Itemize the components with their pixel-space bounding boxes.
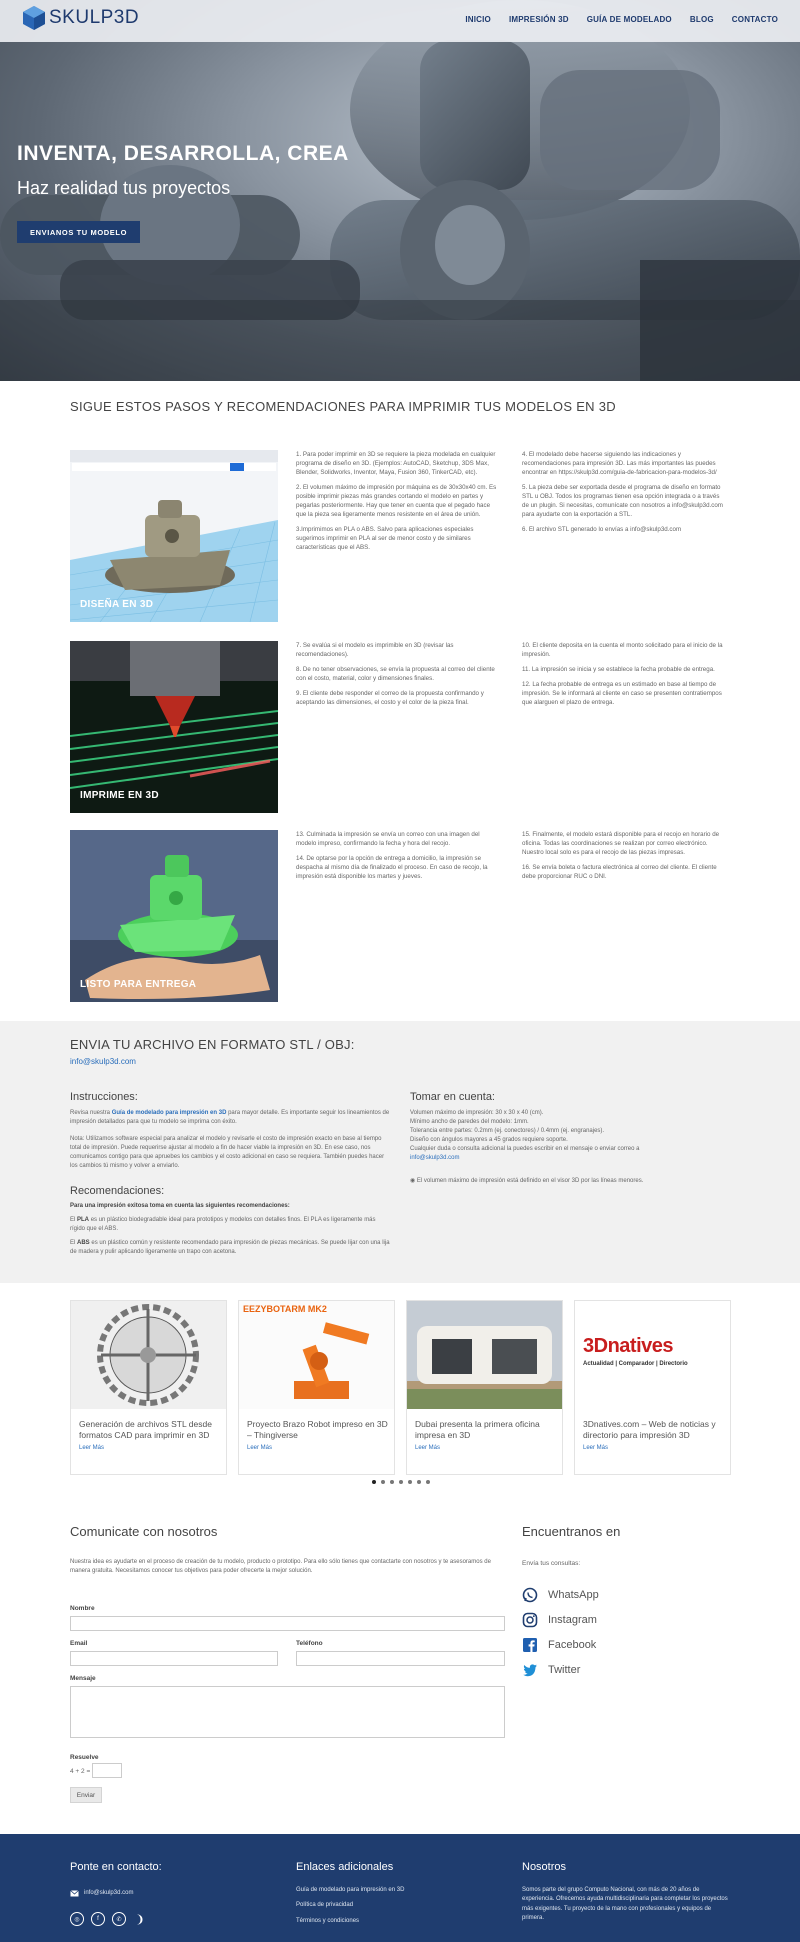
twitter-icon <box>522 1662 538 1678</box>
instagram-label: Instagram <box>548 1614 597 1626</box>
nav-item-inicio[interactable]: INICIO <box>465 15 491 24</box>
phone-label: Teléfono <box>296 1640 323 1647</box>
hero-subtitle: Haz realidad tus proyectos <box>17 178 231 198</box>
instructions-note: Nota: Utilizamos software especial para analizar el modelo y revisarle el costo de impresión exacto en base al tiempo total de impresión. Puede requerirse ajustar al modelo a fin de hacer viable la impresión en 3D. En ese caso, nos comunicamos contigo para que apruebes los cambios y el costo adicional en caso se requiera. También puedes hacer los cambios tú mismo y volver a enviarlo. <box>70 1136 385 1169</box>
whatsapp-label: WhatsApp <box>548 1589 599 1601</box>
nav-item-guia-modelado[interactable]: GUÍA DE MODELADO <box>586 15 672 24</box>
volume-note <box>410 1177 700 1186</box>
footer-link-terms[interactable]: Términos y condiciones <box>296 1917 360 1924</box>
whatsapp-icon <box>522 1587 538 1603</box>
step-1-text: 1. Para poder imprimir en 3D se requiere la pieza modelada en cualquier programa de diseño en 3D. (Ejemplos: AutoCAD, Sketchup, 3DS Max, Blender, Solidworks, Inventor, Maya, Fusion 360, TinkerCAD, etc). <box>296 451 496 476</box>
footer-contact-title: Ponte en contacto: <box>70 1861 162 1873</box>
eezybotarm-title: EEZYBOTARM MK2 <box>243 1304 327 1314</box>
site-logo[interactable] <box>22 5 139 31</box>
instructions-heading: Instrucciones: <box>70 1091 138 1103</box>
instructions-pre: Revisa nuestra <box>70 1110 111 1116</box>
step-5-text: 5. La pieza debe ser exportada desde el programa de diseño en formato STL u OBJ. Todos los programas tienen esa opción integrada o a través de un plugin. Si necesitas, comunícate con nosotros a info@skulp3d.com para ayudarte con la exportación a STL. <box>522 483 723 518</box>
step-10-text: 10. El cliente deposita en la cuenta el monto solicitado para el inicio de la impresión. <box>522 642 723 658</box>
blog-card-3[interactable] <box>406 1300 563 1475</box>
blog-card-1-image <box>71 1301 226 1409</box>
blog-card-1-title[interactable]: Generación de archivos STL desde formatos CAD para imprimir en 3D <box>79 1419 212 1441</box>
step-4-text: 4. El modelado debe hacerse siguiendo las indicaciones y recomendaciones para impresión 3D. Las más importantes las puedes encontrar en https://skulp3d.com/guia-de-fabricacion-para-modelos-3d/ <box>522 451 717 476</box>
site-footer <box>0 1834 800 1942</box>
take-email-link[interactable]: info@skulp3d.com <box>410 1155 460 1161</box>
message-label: Mensaje <box>70 1675 96 1682</box>
step-14-text: 14. De optarse por la opción de entrega a domicilio, la impresión se despacha al mismo día de finalizado el proceso. En caso de recojo, la impresión está disponible los martes y jueves. <box>296 854 488 880</box>
pla-pre: El <box>70 1217 76 1223</box>
recommendation-abs <box>70 1239 390 1257</box>
carousel-dot-7[interactable] <box>426 1480 430 1484</box>
stl-section-title: ENVIA TU ARCHIVO EN FORMATO STL / OBJ: <box>70 1037 355 1052</box>
step-16-text: 16. Se envía boleta o factura electrónica al correo del cliente. El cliente debe proporcionar RUC o DNI. <box>522 863 717 880</box>
3dnatives-tagline: Actualidad | Comparador | Directorio <box>583 1361 688 1367</box>
modeling-guide-link[interactable]: Guía de modelado para impresión en 3D <box>111 1110 227 1116</box>
find-us-subtitle: Envía tus consultas: <box>522 1560 581 1567</box>
email-label: Email <box>70 1640 88 1647</box>
hero-banner <box>0 0 800 381</box>
blog-card-4-image <box>575 1301 730 1409</box>
carousel-dot-6[interactable] <box>417 1480 421 1484</box>
blog-card-3-title[interactable]: Dubai presenta la primera oficina impresa en 3D <box>415 1419 540 1441</box>
blog-card-3-read-more[interactable]: Leer Más <box>415 1445 441 1451</box>
gear-illustration <box>71 1301 226 1409</box>
hero-title: INVENTA, DESARROLLA, CREA <box>17 142 349 165</box>
blog-card-2-image <box>239 1301 394 1409</box>
globe-icon: ◉ <box>410 1178 416 1184</box>
facebook-icon <box>522 1637 538 1653</box>
captcha-input[interactable] <box>92 1763 122 1778</box>
volume-note-text: El volumen máximo de impresión está definido en el visor 3D por las líneas menores. <box>416 1178 644 1184</box>
footer-link-modeling-guide[interactable]: Guía de modelado para impresión en 3D <box>296 1887 405 1893</box>
step-print-text-left <box>296 642 501 714</box>
recommendations-heading: Recomendaciones: <box>70 1185 165 1197</box>
captcha-label: Resuelve <box>70 1754 99 1761</box>
step-11-text: 11. La impresión se inicia y se establece la fecha probable de entrega. <box>522 665 715 673</box>
nav-item-impresion-3d[interactable]: IMPRESIÓN 3D <box>508 15 569 24</box>
footer-about-text: Somos parte del grupo Computo Nacional, con más de 20 años de experiencia. Ofrecemos ayuda multidisciplinaria para completar los proyectos más exigentes. Tu proyecto de la mano con profesionales y equipos de primera. <box>522 1887 728 1921</box>
pla-term: PLA <box>77 1217 90 1223</box>
nav-item-contacto[interactable]: CONTACTO <box>731 15 778 24</box>
step-design-text-left <box>296 451 501 559</box>
blog-card-4-title[interactable]: 3Dnatives.com – Web de noticias y directorio para impresión 3D <box>583 1419 716 1441</box>
pla-text: es un plástico biodegradable ideal para prototipos y modelos con detalles finos. El PLA es ligeramente más rígido que el ABS. <box>70 1217 376 1232</box>
stl-email-link[interactable]: info@skulp3d.com <box>70 1057 136 1066</box>
instructions-post: para mayor detalle. Es importante seguir los lineamientos de impresión detallados para que tu modelo se imprima con éxito. <box>70 1110 390 1125</box>
robot-arm-illustration <box>239 1301 394 1409</box>
blog-card-4[interactable] <box>574 1300 731 1475</box>
message-textarea[interactable] <box>70 1686 505 1738</box>
blog-card-2[interactable] <box>238 1300 395 1475</box>
footer-rss-icon[interactable]: ❩ <box>135 1913 145 1926</box>
footer-links-list <box>296 1886 404 1926</box>
name-input[interactable] <box>70 1616 505 1631</box>
step-delivery-text-right <box>522 831 727 888</box>
steps-title: SIGUE ESTOS PASOS Y RECOMENDACIONES PARA IMPRIMIR TUS MODELOS EN 3D <box>70 399 616 414</box>
facebook-link[interactable] <box>522 1637 596 1653</box>
step-design-image <box>70 450 278 622</box>
captcha-question: 4 + 2 = <box>70 1768 91 1775</box>
step-delivery-label: LISTO PARA ENTREGA <box>80 979 197 990</box>
step-2-text: 2. El volumen máximo de impresión por máquina es de 30x30x40 cm. Es posible imprimir piezas más grandes cortando el modelo en partes y pegarlas posteriormente. Hay que tener en cuenta que el pegado hace que la pieza sea ligeramente menos resistente en el área de unión. <box>296 483 497 518</box>
take-line-1: Volumen máximo de impresión: 30 x 30 x 40 (cm). <box>410 1110 544 1116</box>
boat-design-illustration <box>70 450 278 622</box>
carousel-dot-2[interactable] <box>381 1480 385 1484</box>
take-line-3: Tolerancia entre partes: 0.2mm (ej. conectores) / 0.4mm (ej. engranajes). <box>410 1128 605 1134</box>
instagram-icon <box>522 1612 538 1628</box>
footer-instagram-icon[interactable]: ◎ <box>70 1912 84 1926</box>
blog-card-4-read-more[interactable]: Leer Más <box>583 1445 609 1451</box>
footer-link-privacy[interactable]: Política de privacidad <box>296 1902 354 1909</box>
step-print-text-right <box>522 642 727 714</box>
dubai-office-illustration <box>407 1301 562 1409</box>
step-8-text: 8. De no tener observaciones, se envía la propuesta al correo del cliente con el costo, material, color y dimensiones finales. <box>296 665 495 682</box>
blog-card-2-read-more[interactable]: Leer Más <box>247 1445 273 1451</box>
take-line-4: Diseño con ángulos mayores a 45 grados requiere soporte. <box>410 1137 568 1143</box>
footer-about-title: Nosotros <box>522 1861 567 1873</box>
abs-term: ABS <box>77 1240 90 1246</box>
green-boat-illustration <box>70 830 278 1002</box>
instructions-text <box>70 1109 390 1127</box>
3dnatives-logo: 3Dnatives <box>583 1335 673 1357</box>
step-delivery-image <box>70 830 278 1002</box>
blog-card-1[interactable] <box>70 1300 227 1475</box>
stl-upload-section <box>0 1021 800 1283</box>
abs-text: es un plástico común y resistente recomendado para impresión de piezas mecánicas. Se puede lijar con una lija de madera y pulir aplicando ligeramente un trapo con acetona. <box>70 1240 390 1255</box>
step-delivery-text-left <box>296 831 501 888</box>
abs-pre: El <box>70 1240 76 1246</box>
carousel-dot-1[interactable] <box>372 1480 376 1484</box>
name-label: Nombre <box>70 1605 95 1612</box>
whatsapp-link[interactable] <box>522 1587 599 1603</box>
take-line-5 <box>410 1145 660 1163</box>
take-line-2: Mínimo ancho de paredes del modelo: 1mm. <box>410 1119 529 1125</box>
twitter-label: Twitter <box>548 1664 581 1676</box>
step-15-text: 15. Finalmente, el modelo estará disponible para el recojo en horario de oficina. Todas las coordinaciones se realizan por correo electrónico. Nuestro local solo es para el recojo de las piezas impresas. <box>522 831 720 856</box>
logo-text: SKULP3D <box>49 7 140 28</box>
cube-logo-icon <box>22 5 46 31</box>
contact-title: Comunicate con nosotros <box>70 1524 218 1539</box>
envelope-icon <box>70 1890 79 1897</box>
step-design-text-right <box>522 451 727 541</box>
blog-card-3-image <box>407 1301 562 1409</box>
printer-nozzle-illustration <box>70 641 278 813</box>
contact-intro: Nuestra idea es ayudarte en el proceso de creación de tu modelo, producto o prototipo. Para ello sólo tienes que contactarte con nosotros y te asesoramos de manera gratuita. Necesitamos conocer tus objetivos para poder ofrecerte la mejor solución. <box>70 1559 491 1574</box>
step-print-image <box>70 641 278 813</box>
carousel-dot-4[interactable] <box>399 1480 403 1484</box>
recommendation-pla <box>70 1216 390 1234</box>
top-navbar <box>0 0 800 42</box>
step-7-text: 7. Se evalúa si el modelo es imprimible en 3D (revisar las recomendaciones). <box>296 642 454 658</box>
phone-input[interactable] <box>296 1651 505 1666</box>
send-model-button[interactable]: ENVIANOS TU MODELO <box>17 221 140 243</box>
submit-button[interactable]: Enviar <box>70 1787 102 1803</box>
twitter-link[interactable] <box>522 1662 580 1678</box>
take-into-account-list <box>410 1109 660 1163</box>
carousel-dot-3[interactable] <box>390 1480 394 1484</box>
find-us-title: Encuentranos en <box>522 1524 621 1539</box>
footer-facebook-icon[interactable]: f <box>91 1912 105 1926</box>
instagram-link[interactable] <box>522 1612 597 1628</box>
recommendations-intro: Para una impresión exitosa toma en cuenta las siguientes recomendaciones: <box>70 1203 290 1209</box>
step-print-label: IMPRIME EN 3D <box>80 790 159 801</box>
carousel-dot-5[interactable] <box>408 1480 412 1484</box>
take-into-account-heading: Tomar en cuenta: <box>410 1091 495 1103</box>
email-input[interactable] <box>70 1651 278 1666</box>
footer-email[interactable] <box>70 1889 133 1898</box>
facebook-label: Facebook <box>548 1639 597 1651</box>
take-line-5-text: Cualquier duda o consulta adicional la puedes escribir en el mensaje o enviar correo a <box>410 1146 640 1152</box>
footer-email-text: info@skulp3d.com <box>84 1890 134 1896</box>
blog-card-2-title[interactable]: Proyecto Brazo Robot impreso en 3D – Thingiverse <box>247 1419 388 1441</box>
step-12-text: 12. La fecha probable de entrega es un estimado en base al tiempo de impresión. Se le informará al cliente en caso se presenten contratiempos que alarguen el plazo de entrega. <box>522 680 722 706</box>
nav-menu <box>465 15 778 24</box>
footer-social-icons <box>70 1912 147 1926</box>
step-9-text: 9. El cliente debe responder el correo de la propuesta confirmando y aceptando las dimensiones, el costo y el color de la pieza final. <box>296 689 484 706</box>
step-design-label: DISEÑA EN 3D <box>80 599 154 610</box>
step-3-text: 3.Imprimimos en PLA o ABS. Salvo para aplicaciones especiales sugerimos imprimir en PLA al ser de menor costo y de similares características que el ABS. <box>296 525 474 551</box>
footer-whatsapp-icon[interactable]: ✆ <box>112 1912 126 1926</box>
step-13-text: 13. Culminada la impresión se envía un correo con una imagen del modelo impreso, confirmando la fecha y hora del recojo. <box>296 831 480 847</box>
blog-card-1-read-more[interactable]: Leer Más <box>79 1445 105 1451</box>
footer-links-title: Enlaces adicionales <box>296 1861 394 1873</box>
nav-item-blog[interactable]: BLOG <box>689 15 714 24</box>
step-6-text: 6. El archivo STL generado lo envías a info@skulp3d.com <box>522 525 682 533</box>
carousel-pagination <box>372 1480 430 1484</box>
